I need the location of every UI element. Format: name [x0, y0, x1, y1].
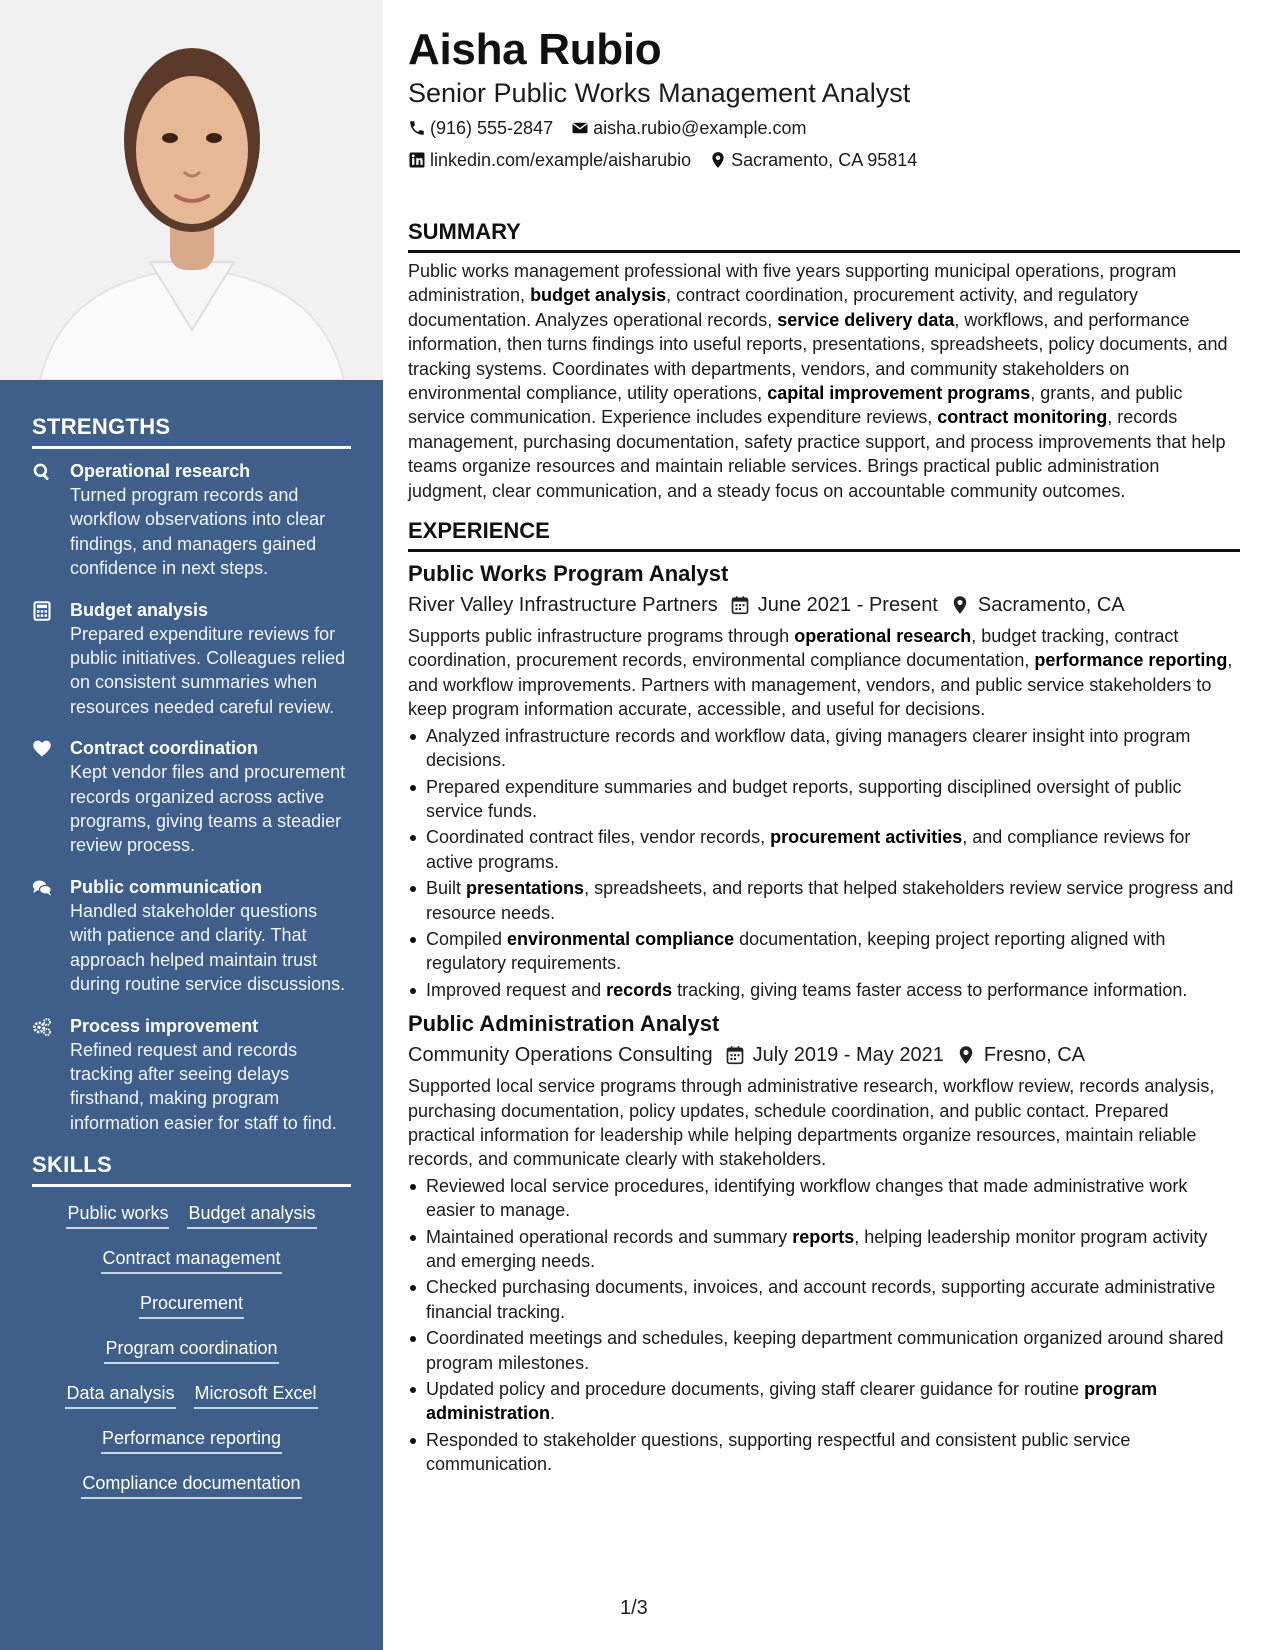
text-run: Updated policy and procedure documents, giving staff clearer guidance for routine — [426, 1379, 1085, 1400]
calculator-icon — [32, 598, 70, 720]
strength-description: Kept vendor files and procurement records organized across active programs, giving teams a steadier review process. — [70, 762, 346, 856]
skills-heading: SKILLS — [32, 1152, 351, 1187]
sidebar — [0, 0, 383, 1650]
job-location-text: Sacramento, CA — [977, 594, 1125, 617]
profile-photo — [0, 0, 383, 380]
job-dates-text: July 2019 - May 2021 — [752, 1044, 944, 1067]
bold-keyword: budget analysis — [530, 285, 667, 306]
email-text: aisha.rubio@example.com — [593, 118, 807, 138]
skill-tag: Data analysis — [65, 1381, 175, 1409]
text-run: Built — [426, 878, 467, 899]
skill-tag: Budget analysis — [187, 1201, 316, 1229]
strength-item — [32, 736, 351, 858]
skills-row — [32, 1246, 351, 1291]
text-run: , workflows, and performance information, then turns findings into useful reports, presentations, spreadsheets, policy documents, and tracking systems. Coordinates with departments, vendors, and community stakeholders on environmental compliance, utility operations, — [408, 309, 1228, 404]
strength-item — [32, 598, 351, 720]
strength-title: Contract coordination — [70, 738, 258, 759]
text-run: Improved request and — [426, 979, 607, 1000]
job-location — [950, 592, 1125, 618]
summary-heading: SUMMARY — [408, 218, 1240, 253]
summary-text — [408, 259, 1240, 503]
text-run: Reviewed local service procedures, identifying workflow changes that made administrative work easier to manage. — [426, 1175, 1188, 1221]
strengths-list — [32, 459, 351, 1135]
job-description — [408, 1074, 1240, 1172]
skill-tag: Performance reporting — [101, 1426, 282, 1454]
location-text: Sacramento, CA 95814 — [731, 150, 918, 170]
skills-row — [32, 1336, 351, 1381]
sidebar-panel — [0, 380, 383, 1650]
text-run: , and workflow improvements. Partners with management, vendors, and public service stakeholders to keep program information accurate, accessible, and useful for decisions. — [408, 650, 1233, 720]
text-run: Supports public infrastructure programs through — [408, 626, 795, 647]
skill-tag: Procurement — [139, 1291, 244, 1319]
bold-keyword: operational research — [794, 626, 972, 647]
job-bullets — [408, 1174, 1240, 1477]
strength-description: Refined request and records tracking after seeing delays firsthand, making program information easier for staff to find. — [70, 1039, 337, 1133]
bold-keyword: presentations — [466, 878, 585, 899]
text-run: Checked purchasing documents, invoices, and account records, supporting accurate administrative financial tracking. — [426, 1277, 1216, 1322]
phone-text: (916) 555-2847 — [430, 118, 554, 138]
text-run: , budget tracking, contract coordination, procurement records, environmental compliance documentation, — [408, 626, 1179, 671]
skills-row — [32, 1291, 351, 1336]
job-company: Community Operations Consulting — [408, 1044, 713, 1067]
map-marker-icon — [956, 1045, 976, 1065]
calendar-icon — [730, 595, 750, 615]
bold-keyword: records — [606, 979, 673, 1000]
strength-title: Public communication — [70, 876, 263, 897]
strength-description: Handled stakeholder questions with patience and clarity. That approach helped maintain trust during routine service discussions. — [70, 900, 346, 995]
text-run: Responded to stakeholder questions, supporting respectful and consistent public service communication. — [426, 1429, 1131, 1475]
bold-keyword: reports — [792, 1226, 855, 1247]
text-run: documentation, keeping project reporting aligned with regulatory requirements. — [426, 928, 1166, 974]
bold-keyword: procurement activities — [770, 827, 963, 848]
text-run: Supported local service programs through administrative research, workflow review, records analysis, purchasing documentation, policy updates, schedule coordination, and public contact. Prepared practical information for leadership while helping departments organize resources, maintain reliable records, and communicate clearly with stakeholders. — [408, 1076, 1215, 1170]
phone-icon — [408, 119, 426, 137]
bullet-item — [408, 1275, 1240, 1324]
skills-row — [32, 1381, 351, 1426]
bold-keyword: program administration — [426, 1379, 1158, 1424]
page-number: 1/3 — [620, 1597, 648, 1619]
bold-keyword: capital improvement programs — [767, 383, 1031, 404]
phone-contact[interactable] — [408, 116, 553, 140]
text-run: , records management, purchasing documentation, safety practice support, and process improvements that help teams organize resources and maintain reliable services. Brings practical public administration judgment, clear communication, and a steady focus on accountable community outcomes. — [408, 407, 1226, 501]
comments-icon — [32, 875, 70, 997]
job-location — [956, 1042, 1085, 1068]
bullet-item — [408, 978, 1240, 1002]
job-meta — [408, 1042, 1240, 1068]
text-run: Coordinated meetings and schedules, keeping department communication organized around shared program milestones. — [426, 1328, 1224, 1373]
strength-description: Prepared expenditure reviews for public initiatives. Colleagues relied on consistent summaries when resources needed careful review. — [70, 623, 346, 717]
map-marker-icon — [950, 595, 970, 615]
job-location-text: Fresno, CA — [983, 1044, 1085, 1067]
bullet-item — [408, 927, 1240, 976]
text-run: , grants, and public service communication. Experience includes expenditure reviews, — [408, 383, 1183, 428]
job-entry — [408, 560, 1240, 1002]
gears-icon — [32, 1014, 70, 1136]
portrait-illustration — [0, 0, 383, 380]
skills-list — [32, 1201, 351, 1516]
location-contact — [709, 148, 917, 172]
bullet-item — [408, 1225, 1240, 1274]
bullet-item — [408, 775, 1240, 824]
heart-icon — [32, 736, 70, 858]
bullet-item — [408, 1377, 1240, 1426]
strength-item — [32, 1014, 351, 1136]
text-run: , helping leadership monitor program activity and emerging needs. — [426, 1226, 1208, 1271]
text-run: Analyzed infrastructure records and workflow data, giving managers clearer insight into program decisions. — [426, 725, 1191, 771]
search-icon — [32, 459, 70, 581]
strength-item — [32, 875, 351, 997]
linkedin-icon — [408, 151, 426, 169]
text-run: Coordinated contract files, vendor records, — [426, 827, 771, 848]
strength-description: Turned program records and workflow observations into clear findings, and managers gained confidence in next steps. — [70, 485, 326, 579]
job-meta — [408, 592, 1240, 618]
strength-item — [32, 459, 351, 581]
bullet-item — [408, 1326, 1240, 1375]
bullet-item — [408, 876, 1240, 925]
skill-tag: Compliance documentation — [81, 1471, 301, 1499]
text-run: Maintained operational records and summary — [426, 1226, 793, 1247]
job-description — [408, 624, 1240, 722]
text-run: , contract coordination, procurement activity, and regulatory documentation. Analyzes operational records, — [408, 285, 1139, 330]
strengths-heading: STRENGTHS — [32, 414, 351, 449]
skill-tag: Public works — [66, 1201, 169, 1229]
job-title: Public Works Program Analyst — [408, 561, 729, 587]
skill-tag: Contract management — [101, 1246, 281, 1274]
email-contact[interactable] — [571, 116, 806, 140]
bold-keyword: contract monitoring — [937, 407, 1108, 428]
linkedin-contact[interactable] — [408, 148, 691, 172]
job-bullets — [408, 724, 1240, 1002]
skill-tag: Program coordination — [104, 1336, 278, 1364]
text-run: Prepared expenditure summaries and budget reports, supporting disciplined oversight of public service funds. — [426, 776, 1182, 821]
job-entry — [408, 1010, 1240, 1477]
strength-title: Budget analysis — [70, 599, 209, 620]
text-run: . — [550, 1403, 556, 1424]
job-dates-text: June 2021 - Present — [757, 594, 938, 617]
text-run: , spreadsheets, and reports that helped stakeholders review service progress and resource needs. — [426, 878, 1234, 923]
bullet-item — [408, 1174, 1240, 1223]
skills-row — [32, 1471, 351, 1516]
skill-tag: Microsoft Excel — [194, 1381, 318, 1409]
contact-row — [408, 148, 1240, 172]
experience-section — [408, 517, 1240, 1477]
skills-row — [32, 1201, 351, 1246]
candidate-name: Aisha Rubio — [408, 25, 662, 74]
bold-keyword: service delivery data — [777, 309, 955, 330]
experience-heading: EXPERIENCE — [408, 517, 1240, 552]
bullet-item — [408, 724, 1240, 773]
bullet-item — [408, 825, 1240, 874]
contact-row — [408, 116, 1240, 140]
text-run: , and compliance reviews for active programs. — [426, 827, 1191, 872]
strength-title: Operational research — [70, 461, 251, 481]
candidate-title: Senior Public Works Management Analyst — [408, 78, 911, 108]
job-title: Public Administration Analyst — [408, 1011, 720, 1037]
summary-section — [408, 218, 1240, 503]
text-run: Compiled — [426, 928, 508, 949]
text-run: Public works management professional with five years supporting municipal operations, program administration, — [408, 261, 1177, 306]
map-marker-icon — [709, 151, 727, 169]
bullet-item — [408, 1428, 1240, 1477]
linkedin-text: linkedin.com/example/aisharubio — [430, 150, 692, 170]
bold-keyword: performance reporting — [1034, 650, 1228, 671]
bold-keyword: environmental compliance — [507, 928, 735, 949]
calendar-icon — [725, 1045, 745, 1065]
envelope-icon — [571, 119, 589, 137]
job-dates — [730, 592, 938, 618]
job-company: River Valley Infrastructure Partners — [408, 594, 718, 617]
job-dates — [725, 1042, 944, 1068]
skills-row — [32, 1426, 351, 1471]
text-run: tracking, giving teams faster access to performance information. — [672, 979, 1188, 1000]
strength-title: Process improvement — [70, 1015, 259, 1036]
main-content — [408, 24, 1240, 1479]
